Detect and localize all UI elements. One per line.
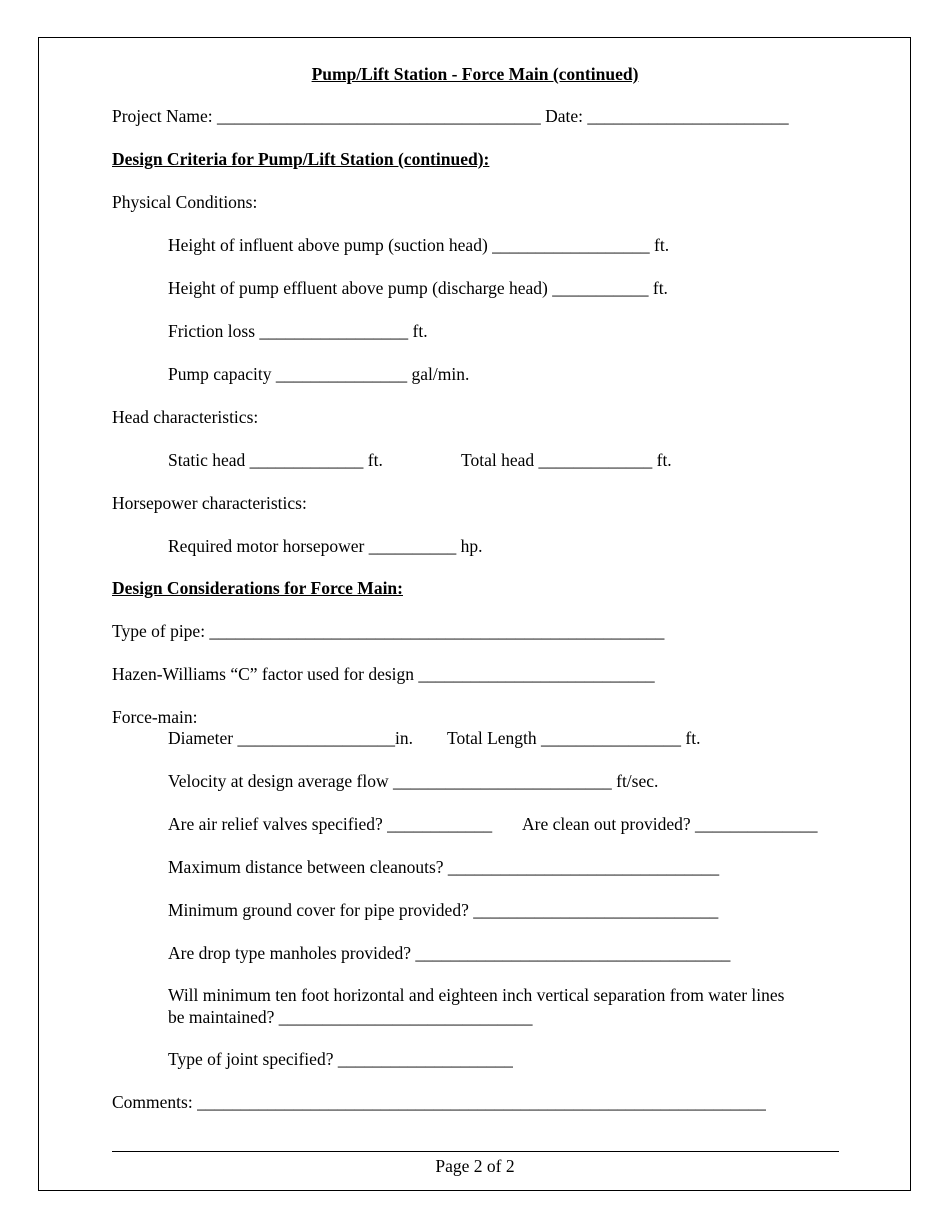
air-relief-valves-field[interactable]: Are air relief valves specified? ____________ xyxy=(168,814,493,834)
pipe-type-field[interactable]: Type of pipe: ____________________________________________________ xyxy=(112,621,665,641)
diameter-field[interactable]: Diameter __________________in. xyxy=(168,728,413,748)
total-length-field[interactable]: Total Length ________________ ft. xyxy=(447,728,701,748)
force-main-label: Force-main: xyxy=(112,707,198,727)
page-title: Pump/Lift Station - Force Main (continued) xyxy=(311,64,639,84)
design-criteria-heading: Design Criteria for Pump/Lift Station (continued): xyxy=(112,149,490,169)
velocity-field[interactable]: Velocity at design average flow _________________________ ft/sec. xyxy=(168,771,659,791)
influent-height-field[interactable]: Height of influent above pump (suction head) __________________ ft. xyxy=(168,235,670,255)
comments-field[interactable]: Comments: _________________________________________________________________ xyxy=(112,1092,766,1112)
effluent-height-field[interactable]: Height of pump effluent above pump (discharge head) ___________ ft. xyxy=(168,278,668,298)
head-characteristics-label: Head characteristics: xyxy=(112,407,259,427)
static-head-field[interactable]: Static head _____________ ft. xyxy=(168,450,383,470)
total-head-field[interactable]: Total head _____________ ft. xyxy=(461,450,672,470)
separation-question-field[interactable]: be maintained? _____________________________ xyxy=(168,1007,533,1027)
physical-conditions-label: Physical Conditions: xyxy=(112,192,258,212)
pump-capacity-field[interactable]: Pump capacity _______________ gal/min. xyxy=(168,364,470,384)
hazen-williams-field[interactable]: Hazen-Williams “C” factor used for design ___________________________ xyxy=(112,664,655,684)
friction-loss-field[interactable]: Friction loss _________________ ft. xyxy=(168,321,428,341)
page-number: Page 2 of 2 xyxy=(435,1156,515,1176)
footer-rule xyxy=(112,1151,839,1152)
motor-horsepower-field[interactable]: Required motor horsepower __________ hp. xyxy=(168,536,483,556)
project-name-date-field[interactable]: Project Name: _____________________________________ Date: _______________________ xyxy=(112,106,789,126)
drop-manholes-field[interactable]: Are drop type manholes provided? ____________________________________ xyxy=(168,943,731,963)
separation-question-line1: Will minimum ten foot horizontal and eighteen inch vertical separation from water lines xyxy=(168,985,785,1005)
force-main-considerations-heading: Design Considerations for Force Main: xyxy=(112,578,403,598)
ground-cover-field[interactable]: Minimum ground cover for pipe provided? ____________________________ xyxy=(168,900,719,920)
joint-type-field[interactable]: Type of joint specified? ____________________ xyxy=(168,1049,513,1069)
max-cleanout-distance-field[interactable]: Maximum distance between cleanouts? _______________________________ xyxy=(168,857,720,877)
clean-out-field[interactable]: Are clean out provided? ______________ xyxy=(522,814,818,834)
horsepower-label: Horsepower characteristics: xyxy=(112,493,307,513)
